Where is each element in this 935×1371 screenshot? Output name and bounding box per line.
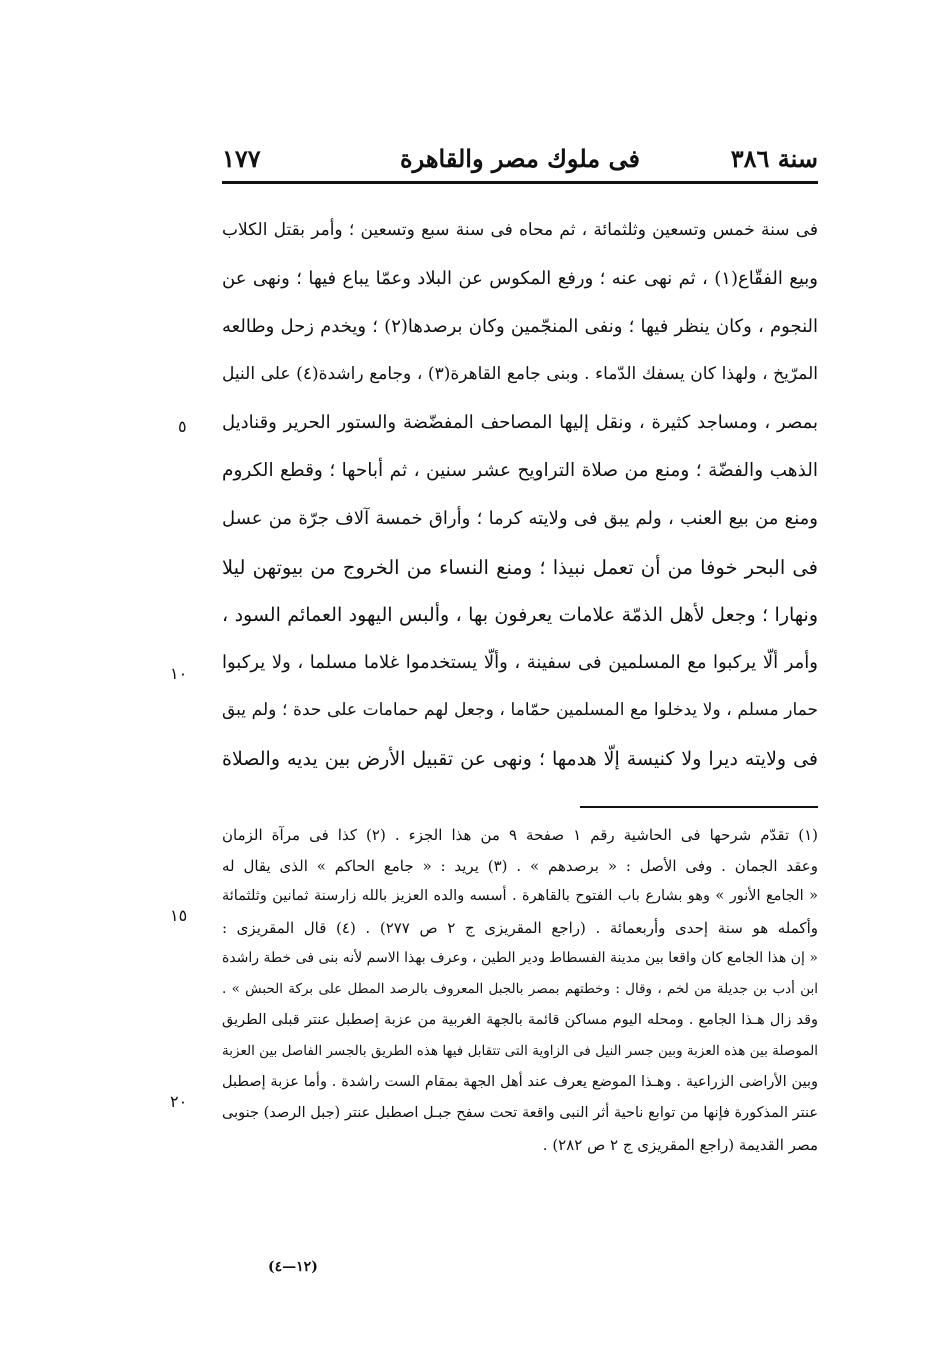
text-line-11: حمار مسلم ، ولا يدخلوا مع المسلمين حمّاما ، وجعل لهم حمامات على حدة ؛ ولم يبق [222, 700, 818, 720]
header-rule [222, 181, 818, 184]
footnote-line: وأكمله هو سنة إحدى وأربعمائة . (راجع المقريزى ج ٢ ص ٢٧٧) . (٤) قال المقريزى : [222, 919, 818, 937]
footnote-line: « إن هذا الجامع كان واقعا بين مدينة الفسطاط ودير الطين ، وعرف بهذا الاسم لأنه بنى فى خطة راشدة [222, 950, 818, 966]
margin-line-number: ٥ [178, 417, 187, 436]
footnote-line: عنتر المذكورة فإنها من توابع ناحية أثر النبى واقعة تحت سفح جبـل اصطبل عنتر (جبل الرصد) جنوبى [222, 1105, 818, 1121]
page-number: ١٧٧ [222, 144, 261, 173]
text-line-8: فى البحر خوفا من أن تعمل نبيذا ؛ ومنع النساء من الخروج من بيوتهن ليلا [222, 556, 818, 579]
margin-line-number: ١٥ [170, 906, 188, 925]
footnote-separator [580, 806, 818, 808]
text-line-1: فى سنة خمس وتسعين وثلثمائة ، ثم محاه فى سنة سبع وتسعين ؛ وأمر بقتل الكلاب [222, 220, 818, 240]
footnote-line: (١) تقدّم شرحها فى الحاشية رقم ١ صفحة ٩ من هذا الجزء . (٢) كذا فى مرآة الزمان [222, 826, 818, 844]
footnote-line: الموصلة بين هذه العزبة وبين جسر النيل فى الزاوية التى تتقابل فيها هذه الطريق بالجسر الفاصل بين العزبة [222, 1043, 818, 1059]
text-line-12: فى ولايته ديرا ولا كنيسة إلّا هدمها ؛ ونهى عن تقبيل الأرض بين يديه والصلاة [222, 748, 818, 770]
footnote-line: وبين الأراضى الزراعية . وهـذا الموضع يعرف عند أهل الجهة بمقام الست راشدة . وأما عزبة إصطبل [222, 1074, 818, 1090]
footnote-line: ابن أدب بن جديلة من لخم ، وقال : وخطتهم بمصر بالجبل المعروف بالرصد المطل على بركة الحبش » . [222, 981, 818, 997]
text-line-10: وأمر ألّا يركبوا مع المسلمين فى سفينة ، وألّا يستخدموا غلاما مسلما ، ولا يركبوا [222, 652, 818, 673]
printer-signature: (١٢—٤) [268, 1259, 318, 1275]
text-line-4: المرّيخ ، ولهذا كان يسفك الدّماء . وبنى جامع القاهرة(٣) ، وجامع راشدة(٤) على النيل [222, 364, 818, 384]
header-year: سنة ٣٨٦ [730, 144, 818, 173]
footnote-line: وقد زال هـذا الجامع . ومحله اليوم مساكن قائمة بالجهة الغربية من عزبة إصطبل عنتر قبلى الطريق [222, 1012, 818, 1028]
text-line-3: النجوم ، وكان ينظر فيها ؛ ونفى المنجّمين وكان برصدها(٢) ؛ ويخدم زحل وطالعه [222, 316, 818, 337]
footnote-line: مصر القديمة (راجع المقريزى ج ٢ ص ٢٨٢) . [542, 1136, 818, 1154]
margin-line-number: ١٠ [170, 664, 188, 683]
footnote-line: وعقد الجمان . وفى الأصل : « برصدهم » . (٣) يريد : « جامع الحاكم » الذى يقال له [222, 857, 818, 875]
header-title: فى ملوك مصر والقاهرة [400, 144, 640, 173]
footnote-line: « الجامع الأنور » وهو بشارع باب الفتوح بالقاهرة . أسسه والده العزيز بالله زارسنة ثمانين وثلثمائة [222, 888, 818, 904]
margin-line-number: ٢٠ [170, 1092, 188, 1111]
text-line-6: الذهب والفضّة ؛ ومنع من صلاة التراويح عشر سنين ، ثم أباحها ؛ وقطع الكروم [222, 460, 818, 481]
text-line-5: بمصر ، ومساجد كثيرة ، ونقل إليها المصاحف المفضّضة والستور الحرير وقناديل [222, 412, 818, 433]
text-line-9: ونهارا ؛ وجعل لأهل الذمّة علامات يعرفون بها ، وألبس اليهود العمائم السود ، [222, 604, 818, 626]
text-line-7: ومنع من بيع العنب ، ولم يبق فى ولايته كرما ؛ وأراق خمسة آلاف جرّة من عسل [222, 508, 818, 529]
page-header [222, 144, 818, 174]
text-line-2: وبيع الفقّاع(١) ، ثم نهى عنه ؛ ورفع المكوس عن البلاد وعمّا يباع فيها ؛ ونهى عن [222, 268, 818, 289]
